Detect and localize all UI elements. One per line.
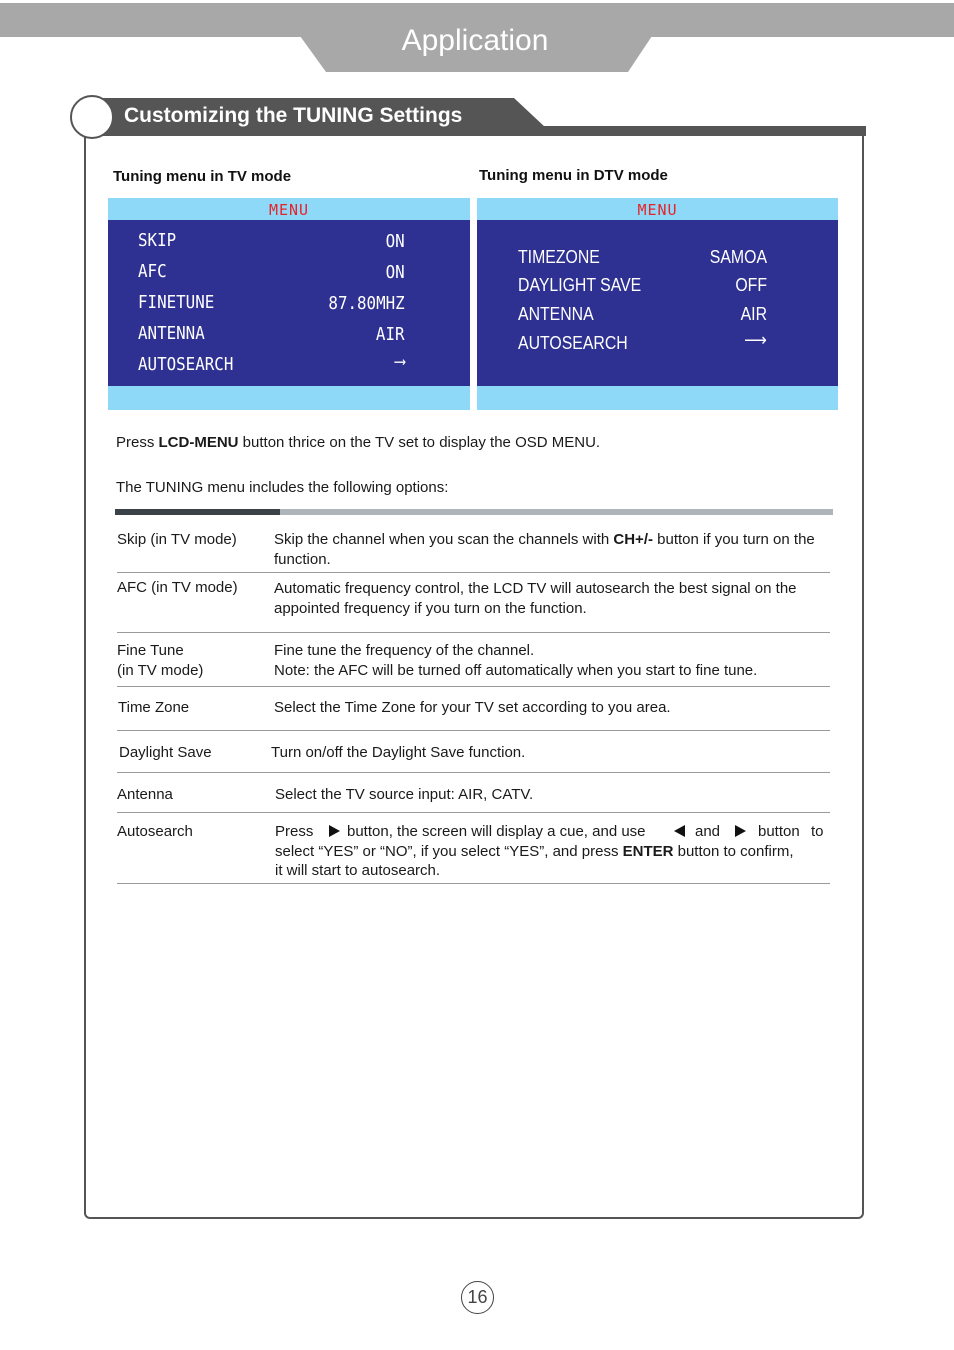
tv-osd-finetune-label: FINETUNE bbox=[138, 292, 215, 313]
right-arrow-icon bbox=[735, 825, 746, 837]
intro-paragraph: Press LCD-MENU button thrice on the TV set to display the OSD MENU. bbox=[116, 434, 601, 451]
option-daylight-desc: Turn on/off the Daylight Save function. bbox=[271, 744, 526, 761]
dtv-osd-autosearch-arrow-icon: ⟶ bbox=[744, 330, 767, 350]
dtv-osd-daylight-label: DAYLIGHT SAVE bbox=[518, 275, 642, 295]
tv-osd-menu bbox=[108, 198, 470, 410]
left-arrow-icon bbox=[674, 825, 685, 837]
dtv-menu-caption: Tuning menu in DTV mode bbox=[479, 167, 668, 184]
tv-osd-antenna-label: ANTENNA bbox=[138, 323, 205, 344]
table-divider bbox=[117, 812, 830, 813]
tv-osd-finetune-value: 87.80MHZ bbox=[328, 293, 405, 314]
tv-osd-header: MENU bbox=[268, 201, 310, 219]
option-skip-label: Skip (in TV mode) bbox=[117, 531, 237, 548]
table-divider bbox=[117, 632, 830, 633]
dtv-osd-menu bbox=[477, 198, 838, 410]
option-autosearch-desc: Press button, the screen will display a cue, and use and button to select “YES” or “NO”, if you select “YES”, and press ENTER button to confirm, it will start to autosearch. bbox=[275, 823, 824, 879]
option-finetune-label: Fine Tune (in TV mode) bbox=[117, 642, 204, 679]
option-timezone-desc: Select the Time Zone for your TV set according to you area. bbox=[274, 699, 671, 716]
tv-osd-antenna-value: AIR bbox=[376, 324, 405, 345]
option-antenna-desc: Select the TV source input: AIR, CATV. bbox=[275, 786, 534, 803]
right-arrow-icon bbox=[329, 825, 340, 837]
option-skip-desc: Skip the channel when you scan the channels with CH+/- button if you turn on the function. bbox=[274, 531, 815, 568]
option-daylight-label: Daylight Save bbox=[119, 744, 212, 761]
table-divider bbox=[117, 730, 830, 731]
table-divider bbox=[117, 772, 830, 773]
tv-osd-afc-label: AFC bbox=[138, 261, 167, 282]
dtv-osd-antenna-value: AIR bbox=[740, 304, 767, 324]
dtv-osd-timezone-label: TIMEZONE bbox=[518, 247, 600, 267]
tv-osd-skip-label: SKIP bbox=[138, 230, 177, 251]
dtv-osd-body bbox=[477, 220, 838, 386]
table-divider bbox=[117, 883, 830, 884]
section-title: Customizing the TUNING Settings bbox=[124, 104, 463, 127]
table-header-bar-dark bbox=[115, 509, 280, 515]
lcd-menu-keyword: LCD-MENU bbox=[158, 434, 239, 451]
page-number: 16 bbox=[461, 1281, 494, 1314]
option-antenna-label: Antenna bbox=[117, 786, 173, 803]
page-header-title: Application bbox=[401, 24, 549, 57]
tv-menu-caption: Tuning menu in TV mode bbox=[113, 168, 292, 185]
table-divider bbox=[117, 686, 830, 687]
dtv-osd-daylight-value: OFF bbox=[735, 275, 767, 295]
dtv-osd-autosearch-label: AUTOSEARCH bbox=[518, 333, 628, 353]
option-afc-label: AFC (in TV mode) bbox=[117, 579, 238, 596]
table-header-bar-light bbox=[280, 509, 833, 515]
option-autosearch-label: Autosearch bbox=[117, 823, 193, 840]
options-intro: The TUNING menu includes the following options: bbox=[116, 479, 449, 496]
tv-osd-body bbox=[108, 220, 470, 386]
dtv-osd-timezone-value: SAMOA bbox=[709, 247, 767, 267]
option-afc-desc: Automatic frequency control, the LCD TV will autosearch the best signal on the appointed frequency if you turn on the function. bbox=[274, 580, 797, 617]
table-divider bbox=[117, 572, 830, 573]
dtv-osd-antenna-label: ANTENNA bbox=[518, 304, 594, 324]
enter-keyword: ENTER bbox=[622, 842, 674, 860]
section-bullet-circle bbox=[70, 95, 114, 139]
dtv-osd-header: MENU bbox=[637, 201, 678, 219]
option-finetune-desc: Fine tune the frequency of the channel. Note: the AFC will be turned off automatically when you start to fine tune. bbox=[274, 642, 758, 679]
tv-osd-autosearch-label: AUTOSEARCH bbox=[138, 354, 234, 375]
tv-osd-skip-value: ON bbox=[385, 231, 405, 252]
tv-osd-afc-value: ON bbox=[385, 262, 405, 283]
option-timezone-label: Time Zone bbox=[118, 699, 190, 716]
tv-osd-autosearch-arrow-icon: ⟶ bbox=[395, 351, 405, 372]
